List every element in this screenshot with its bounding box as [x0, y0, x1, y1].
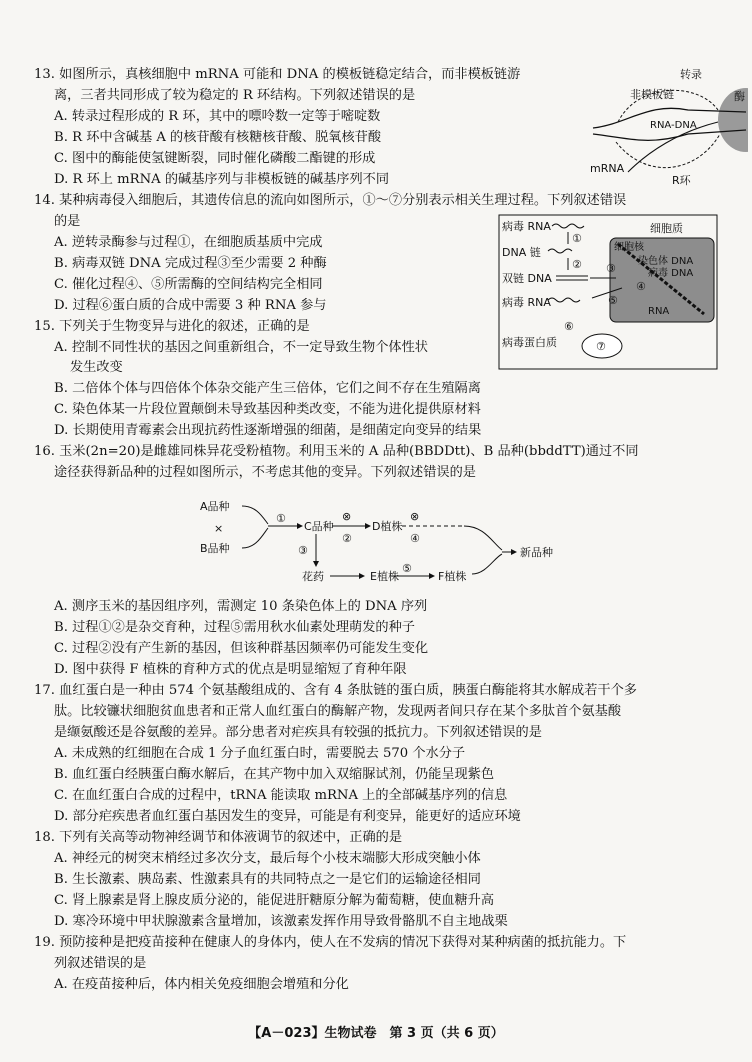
- nontemplate-label: 非模板链: [630, 88, 674, 101]
- variety-c-label: C品种: [304, 520, 334, 533]
- nucleus-label: 细胞核: [614, 242, 644, 253]
- q17-stem: 是缬氨酸还是谷氨酸的差异。部分患者对疟疾具有较强的抵抗力。下列叙述错误的是: [54, 725, 542, 740]
- q16-option-a: A. 测序玉米的基因组序列，需测定 10 条染色体上的 DNA 序列: [54, 599, 428, 614]
- q15-stem: 15. 下列关于生物变异与进化的叙述，正确的是: [34, 319, 310, 334]
- q16-stem: 途径获得新品种的过程如图所示，不考虑其他的变异。下列叙述错误的是: [54, 465, 476, 480]
- q14-option-c: C. 催化过程④、⑤所需酶的空间结构完全相同: [54, 277, 323, 292]
- enzyme-label: 酶: [734, 90, 745, 103]
- viral-rna-label-2: 病毒 RNA: [502, 296, 551, 309]
- q16-stem: 16. 玉米(2n=20)是雌雄同株异花受粉植物。利用玉米的 A 品种(BBDDtt)、B 品种(bbddTT)通过不同: [34, 444, 639, 459]
- process-2: ②: [342, 532, 352, 545]
- step-6: ⑥: [564, 320, 574, 333]
- pollen-label: 花药: [302, 570, 324, 583]
- q17-option-b: B. 血红蛋白经胰蛋白酶水解后，在其产物中加入双缩脲试剂，仍能呈现紫色: [54, 767, 495, 782]
- q18-stem: 18. 下列有关高等动物神经调节和体液调节的叙述中，正确的是: [34, 830, 403, 845]
- viral-dna-label: 病毒 DNA: [648, 268, 694, 279]
- step-3: ③: [606, 262, 616, 275]
- step-2: ②: [572, 258, 582, 271]
- process-1: ①: [276, 512, 286, 525]
- q16-option-b: B. 过程①②是杂交育种，过程⑤需用秋水仙素处理萌发的种子: [54, 620, 415, 635]
- q19-stem: 19. 预防接种是把疫苗接种在健康人的身体内，使人在不发病的情况下获得对某种病菌的抵抗能力。下: [34, 935, 627, 950]
- dna-double-label: 双链 DNA: [502, 272, 552, 285]
- rna-label: RNA: [648, 306, 670, 317]
- q14-stem: 的是: [54, 214, 81, 229]
- q15-option-a: A. 控制不同性状的基因之间重新组合，不一定导致生物个体性状: [54, 340, 428, 355]
- plant-d-label: D植株: [372, 520, 403, 533]
- breeding-flow-figure: [196, 492, 562, 592]
- transcription-label: 转录: [680, 68, 702, 81]
- q15-option-b: B. 二倍体个体与四倍体个体杂交能产生三倍体，它们之间不存在生殖隔离: [54, 381, 481, 396]
- viral-rna-label: 病毒 RNA: [502, 220, 551, 233]
- q19-option-a: A. 在疫苗接种后，体内相关免疫细胞会增殖和分化: [54, 977, 349, 992]
- q14-option-d: D. 过程⑥蛋白质的合成中需要 3 种 RNA 参与: [54, 298, 327, 313]
- q17-option-c: C. 在血红蛋白合成的过程中，tRNA 能读取 mRNA 上的全部碱基序列的信息: [54, 788, 508, 803]
- virus-info-flow-figure: [498, 214, 720, 372]
- q14-option-b: B. 病毒双链 DNA 完成过程③至少需要 2 种酶: [54, 256, 327, 271]
- new-variety-label: 新品种: [520, 546, 553, 559]
- step-7: ⑦: [596, 340, 606, 353]
- variety-a-label: A品种: [200, 500, 230, 513]
- step-4: ④: [636, 280, 646, 293]
- q13-option-d: D. R 环上 mRNA 的碱基序列与非模板链的碱基序列不同: [54, 172, 390, 187]
- step-5: ⑤: [608, 294, 618, 307]
- viral-protein-label: 病毒蛋白质: [502, 336, 557, 349]
- q15-option-d: D. 长期使用青霉素会出现抗药性逐渐增强的细菌，是细菌定向变异的结果: [54, 423, 482, 438]
- step-1: ①: [572, 232, 582, 245]
- q13-option-c: C. 图中的酶能使氢键断裂，同时催化磷酸二酯键的形成: [54, 151, 376, 166]
- rna-dna-label: RNA-DNA: [650, 120, 697, 131]
- plant-e-label: E植株: [370, 570, 399, 583]
- q18-option-c: C. 肾上腺素是肾上腺皮质分泌的，能促进肝糖原分解为葡萄糖，使血糖升高: [54, 893, 495, 908]
- dna-single-label: DNA 链: [502, 246, 541, 259]
- q16-option-c: C. 过程②没有产生新的基因，但该种群基因频率仍可能发生变化: [54, 641, 429, 656]
- plant-f-label: F植株: [438, 570, 467, 583]
- q18-option-a: A. 神经元的树突末梢经过多次分支，最后每个小枝末端膨大形成突触小体: [54, 851, 481, 866]
- r-loop-label: R环: [672, 174, 691, 187]
- q13-option-a: A. 转录过程形成的 R 环，其中的嘌呤数一定等于嘧啶数: [54, 109, 381, 124]
- process-3: ③: [298, 544, 308, 557]
- q14-option-a: A. 逆转录酶参与过程①，在细胞质基质中完成: [54, 235, 323, 250]
- q15-option-a-cont: 发生改变: [70, 360, 123, 375]
- q13-stem: 离，三者共同形成了较为稳定的 R 环结构。下列叙述错误的是: [54, 88, 416, 103]
- mrna-label: mRNA: [590, 162, 625, 175]
- r-loop-figure: [588, 62, 748, 190]
- chromosome-dna-label: 染色体 DNA: [638, 256, 694, 267]
- variety-b-label: B品种: [200, 542, 230, 555]
- q16-option-d: D. 图中获得 F 植株的育种方式的优点是明显缩短了育种年限: [54, 662, 407, 677]
- self-symbol: ⊗: [342, 510, 352, 523]
- cross-symbol: ×: [214, 522, 224, 535]
- q15-option-c: C. 染色体某一片段位置颠倒未导致基因种类改变，不能为进化提供原材料: [54, 402, 481, 417]
- cytoplasm-label: 细胞质: [650, 222, 683, 235]
- process-5: ⑤: [402, 562, 412, 575]
- q19-stem: 列叙述错误的是: [54, 956, 147, 971]
- q17-stem: 17. 血红蛋白是一种由 574 个氨基酸组成的、含有 4 条肽链的蛋白质，胰蛋白酶能将其水解成若干个多: [34, 683, 637, 698]
- q17-option-d: D. 部分疟疾患者血红蛋白基因发生的变异，可能是有利变异，能更好的适应环境: [54, 809, 521, 824]
- process-4: ④: [410, 532, 420, 545]
- self-symbol-2: ⊗: [410, 510, 420, 523]
- q17-stem: 肽。比较镰状细胞贫血患者和正常人血红蛋白的酶解产物，发现两者间只存在某个多肽首个氨基酸: [54, 704, 622, 719]
- q17-option-a: A. 未成熟的红细胞在合成 1 分子血红蛋白时，需要脱去 570 个水分子: [54, 746, 466, 761]
- q13-option-b: B. R 环中含碱基 A 的核苷酸有核糖核苷酸、脱氧核苷酸: [54, 130, 382, 145]
- q18-option-b: B. 生长激素、胰岛素、性激素具有的共同特点之一是它们的运输途径相同: [54, 872, 481, 887]
- q13-stem: 13. 如图所示，真核细胞中 mRNA 可能和 DNA 的模板链稳定结合，而非模板链游: [34, 67, 521, 82]
- page-footer: 【A－023】生物试卷 第 3 页（共 6 页）: [248, 1026, 504, 1041]
- q14-stem: 14. 某种病毒侵入细胞后，其遗传信息的流向如图所示，①～⑦分别表示相关生理过程。下列叙述错误: [34, 193, 627, 208]
- q18-option-d: D. 寒冷环境中甲状腺激素含量增加，该激素发挥作用导致骨骼肌不自主地战栗: [54, 914, 508, 929]
